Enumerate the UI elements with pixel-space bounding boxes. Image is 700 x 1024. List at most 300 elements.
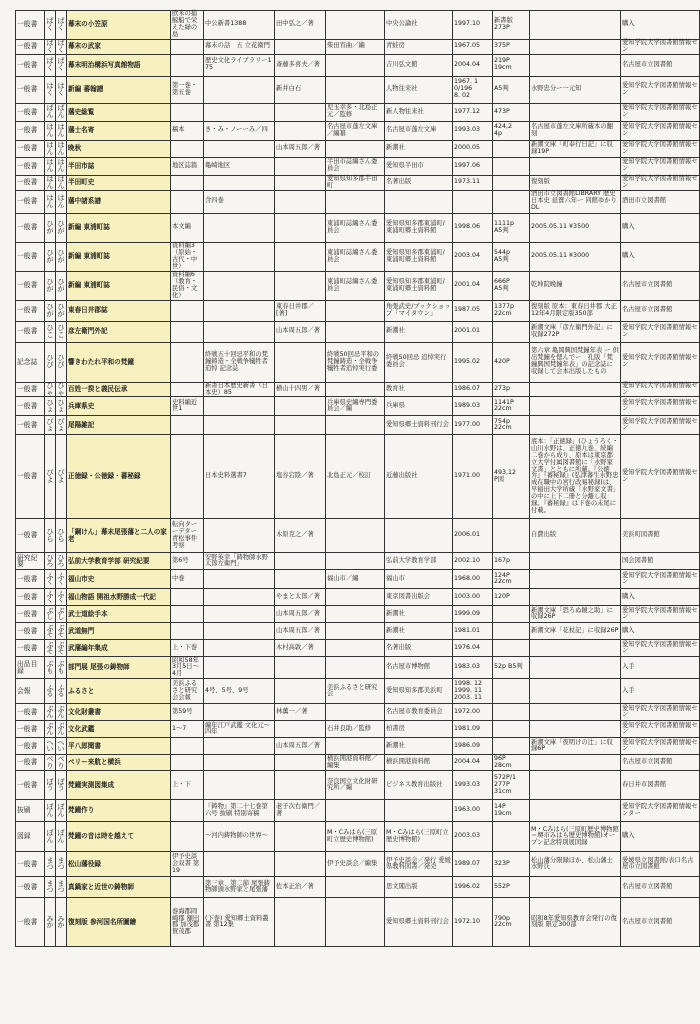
- series-cell: [204, 519, 275, 553]
- pages-cell: 473P: [493, 103, 530, 121]
- category-cell: 研究紀要: [16, 553, 45, 570]
- reading2-cell: ひこ: [56, 321, 67, 342]
- pages-cell: [493, 519, 530, 553]
- year-cell: 1977.00: [453, 416, 493, 435]
- author-cell: [275, 397, 326, 416]
- publisher-cell: ビジネス教育出版社: [385, 771, 453, 800]
- editor-cell: [326, 640, 385, 657]
- editor-cell: 東浦町誌編さん委員会: [326, 213, 385, 242]
- series-cell: [204, 738, 275, 755]
- title-cell: 梵鐘の音は時を越えて: [67, 822, 171, 852]
- publisher-cell: 人物往来社: [385, 76, 453, 103]
- title-cell: ペリー来航と横浜: [67, 755, 171, 771]
- year-cell: 1993.03: [453, 771, 493, 800]
- publisher-cell: 名古屋市教育委員会: [385, 704, 453, 721]
- note-cell: [530, 382, 621, 397]
- reading2-cell: ばく: [56, 54, 67, 76]
- category-cell: 一般書: [16, 435, 45, 519]
- title-cell: 武士道絵手本: [67, 606, 171, 623]
- pages-cell: 544p A5判: [493, 242, 530, 271]
- category-cell: 一般書: [16, 898, 45, 947]
- author-cell: 老子次右衛門／著: [275, 800, 326, 822]
- reading1-cell: ふく: [46, 589, 54, 605]
- note-cell: 乾坤院晩鐘: [530, 271, 621, 300]
- table-row: [16, 852, 700, 877]
- reading2-cell: はん: [56, 190, 67, 213]
- holder-cell: 愛知学院大学図書館情報セン: [621, 435, 700, 519]
- publisher-cell: 新人物往来社: [385, 103, 453, 121]
- publisher-cell: 思文閣出版: [385, 877, 453, 898]
- year-cell: 1997.10: [453, 11, 493, 40]
- series-cell: 含四巻: [204, 190, 275, 213]
- series-cell: [204, 271, 275, 300]
- publisher-cell: 愛知県知多郡東浦町/東浦町郷土資料館: [385, 242, 453, 271]
- title-cell: 武道無門: [67, 623, 171, 640]
- editor-cell: 伊予史談会／編集: [326, 852, 385, 877]
- author-cell: 新井白石: [275, 76, 326, 103]
- title-cell: 百姓一揆と義民伝承: [67, 382, 171, 397]
- editor-cell: [326, 54, 385, 76]
- pages-cell: 552P: [493, 877, 530, 898]
- editor-cell: [326, 657, 385, 679]
- note-cell: [530, 704, 621, 721]
- reading1-cell: ぶん: [46, 704, 54, 720]
- reading1-cell: はく: [45, 76, 56, 103]
- title-cell: 新編 東浦町誌: [67, 213, 171, 242]
- reading1-cell: ひび: [45, 342, 56, 382]
- pages-cell: 1111p A5判: [493, 213, 530, 242]
- author-cell: 佐本正治／著: [275, 877, 326, 898]
- table-row: [16, 190, 700, 213]
- volume-cell: 昭和58年3月5日〜4月: [171, 657, 204, 679]
- reading1-cell: ぶそ: [46, 623, 54, 639]
- pages-cell: 754p 22cm: [493, 416, 530, 435]
- reading2-cell: ばく: [56, 11, 67, 40]
- volume-cell: [171, 190, 204, 213]
- series-cell: 日本史料選書7: [204, 435, 275, 519]
- series-cell: [204, 852, 275, 877]
- category-cell: 一般書: [16, 11, 45, 40]
- reading1-cell: ひが: [45, 271, 56, 300]
- author-cell: [275, 898, 326, 947]
- category-cell: 会報: [16, 679, 45, 704]
- publisher-cell: 兵庫県: [385, 397, 453, 416]
- year-cell: 1972.00: [453, 704, 493, 721]
- author-cell: 横山十四男／著: [275, 382, 326, 397]
- volume-cell: 地区誌篇: [171, 157, 204, 175]
- year-cell: 1999.09: [453, 606, 493, 623]
- category-cell: 一般書: [16, 771, 45, 800]
- editor-cell: 石井良助／監修: [326, 721, 385, 738]
- publisher-cell: 愛知県半田市: [385, 157, 453, 175]
- year-cell: 1996.02: [453, 877, 493, 898]
- reading1-cell: ぶし: [46, 606, 54, 622]
- reading2-cell: ぶそ: [57, 623, 65, 639]
- year-cell: 2001.01: [453, 321, 493, 342]
- volume-cell: [171, 103, 204, 121]
- pages-cell: 14P 19cm: [493, 800, 530, 822]
- title-cell: 新編 東浦町誌: [67, 271, 171, 300]
- title-cell: 尾陽雑記: [67, 416, 171, 435]
- author-cell: [275, 157, 326, 175]
- editor-cell: 東浦町誌編さん委員会: [326, 271, 385, 300]
- note-cell: 2005.05.11 ¥3500: [530, 213, 621, 242]
- author-cell: 木村高敦／著: [275, 640, 326, 657]
- note-cell: 水野忠分ー一元知: [530, 76, 621, 103]
- pages-cell: [493, 190, 530, 213]
- volume-cell: [171, 755, 204, 771]
- volume-cell: 資料編3（原始・古代・中世）: [171, 242, 204, 271]
- table-row: [16, 397, 700, 416]
- title-cell: 真鍋家と近世の鋳物師: [67, 877, 171, 898]
- reading1-cell: ぼん: [45, 800, 56, 822]
- editor-cell: [326, 321, 385, 342]
- holder-cell: 愛知学院大学図書館情報セン: [621, 321, 700, 342]
- reading2-cell: ぼう: [56, 771, 67, 800]
- note-cell: 新潮文庫「花杖記」に収録26P: [530, 623, 621, 640]
- note-cell: 底本：「正徳録」(ひょうろく・山川水野は、正徳九巻、続編二巻から成り、原本は東京都立大学付属図書館に「水野家文書」とともに所蔵。『公徳弁』『蕃秘録』(弘津蕃生水野忠成在職中の宮行改易秘録)は、早稲田大学所蔵「水野家文書」の中に上下二冊と分離し収録。『蕃秘録』は下巻の末尾に付載。: [530, 435, 621, 519]
- title-cell: 福山物語 開祖水野勝成一代記: [67, 589, 171, 606]
- note-cell: [530, 800, 621, 822]
- reading2-cell: はん: [56, 121, 67, 140]
- publisher-cell: 終戦50回忌 追悼実行委員会: [385, 342, 453, 382]
- volume-cell: 資料編6（教育・民俗・文化）: [171, 271, 204, 300]
- category-cell: 一般書: [16, 570, 45, 589]
- series-cell: [204, 213, 275, 242]
- note-cell: 新潮文庫「夜明けの辻」に収録6P: [530, 738, 621, 755]
- series-cell: [204, 755, 275, 771]
- pages-cell: 1377p 22cm: [493, 300, 530, 321]
- category-cell: 一般書: [16, 721, 45, 738]
- author-cell: [275, 657, 326, 679]
- category-cell: 一般書: [16, 271, 45, 300]
- publisher-cell: 愛知県知多郡東浦町/東浦町郷土資料館: [385, 271, 453, 300]
- title-cell: 松山藩役録: [67, 852, 171, 877]
- holder-cell: 名古屋市立図書館: [621, 300, 700, 321]
- volume-cell: [171, 416, 204, 435]
- editor-cell: [326, 704, 385, 721]
- reading2-cell: ひゃ: [57, 381, 65, 397]
- title-cell: 正徳録・公徳録・蕃秘録: [67, 435, 171, 519]
- publisher-cell: 教育社: [385, 382, 453, 397]
- table-row: [16, 76, 700, 103]
- volume-cell: 中巻: [171, 570, 204, 589]
- reading1-cell: まつ: [45, 852, 56, 877]
- author-cell: [275, 103, 326, 121]
- reading1-cell: ひゃ: [46, 381, 54, 397]
- title-cell: 藩士名寄: [67, 121, 171, 140]
- volume-cell: 本文編: [171, 213, 204, 242]
- year-cell: 2003.04: [453, 242, 493, 271]
- volume-cell: [171, 435, 204, 519]
- holder-cell: 愛知学院大学図書館情報セン: [622, 38, 698, 53]
- year-cell: 1973.11: [453, 175, 493, 190]
- volume-cell: [171, 382, 204, 397]
- pages-cell: [493, 822, 530, 852]
- note-cell: 復刻版 原本：東春日井郡 大正12年4月限定版350部: [530, 300, 621, 321]
- pages-cell: 96P 28cm: [493, 755, 530, 771]
- title-cell: 半田市誌: [67, 157, 171, 175]
- volume-cell: 美浜ふるさと研究会会報: [171, 679, 204, 704]
- note-cell: 第六章 亀岡興国梵鐘年表 ー 供出梵鐘を偲んでー 孔版「梵鐘興国梵鐘年表」の記念誌に収録して会本出版したもの: [530, 342, 621, 382]
- pages-cell: [493, 606, 530, 623]
- reading2-cell: へい: [57, 738, 65, 754]
- reading1-cell: はん: [46, 174, 54, 190]
- holder-cell: 愛知学院大学図書館情報セン: [621, 738, 700, 755]
- pages-cell: 167p: [493, 553, 530, 570]
- title-cell: 文化財叢書: [67, 704, 171, 721]
- table-row: [16, 822, 700, 852]
- publisher-cell: 新潮社: [385, 623, 453, 640]
- table-row: [16, 271, 700, 300]
- series-cell: [204, 321, 275, 342]
- publisher-cell: 愛知県郷土資料刊行会: [385, 898, 453, 947]
- table-row: [16, 242, 700, 271]
- category-cell: 一般書: [16, 300, 45, 321]
- series-cell: [204, 570, 275, 589]
- title-cell: 福山市史: [67, 570, 171, 589]
- holder-cell: 愛知学院大学図書館情報セン: [621, 570, 700, 589]
- holder-cell: 愛知学院大学図書館情報セン: [621, 76, 700, 103]
- reading1-cell: びょ: [45, 416, 56, 435]
- author-cell: [275, 175, 326, 190]
- note-cell: [530, 570, 621, 589]
- author-cell: 田中弘之／著: [275, 11, 326, 40]
- editor-cell: 兵庫県史編専門委員会／編: [326, 397, 385, 416]
- title-cell: 彦左衛門外記: [67, 321, 171, 342]
- author-cell: 木原克之／著: [275, 519, 326, 553]
- series-cell: き・み・ノーーみ／四: [204, 121, 275, 140]
- editor-cell: [326, 800, 385, 822]
- category-cell: 一般書: [16, 606, 45, 623]
- table-row: [16, 321, 700, 342]
- note-cell: [530, 657, 621, 679]
- table-row: [16, 755, 700, 771]
- volume-cell: 1〜7: [171, 721, 204, 738]
- catalog-sheet: [15, 10, 698, 947]
- reading2-cell: ふく: [57, 589, 65, 605]
- volume-cell: [171, 140, 204, 157]
- volume-cell: 伊予史談会双書 第19: [171, 852, 204, 877]
- reading1-cell: ひが: [45, 242, 56, 271]
- series-cell: [204, 175, 275, 190]
- editor-cell: 児玉幸多・北島正元／監修: [326, 103, 385, 121]
- publisher-cell: 東京図書出版会: [385, 589, 453, 606]
- table-row: [16, 103, 700, 121]
- table-row: [16, 606, 700, 623]
- author-cell: 斎藤多喜夫／著: [275, 54, 326, 76]
- year-cell: 1993.03: [453, 121, 493, 140]
- author-cell: [275, 822, 326, 852]
- pages-cell: 790p 22cm: [493, 898, 530, 947]
- reading1-cell: ばく: [46, 38, 54, 54]
- pages-cell: 1141P 22cm: [493, 397, 530, 416]
- editor-cell: [326, 416, 385, 435]
- volume-cell: [171, 800, 204, 822]
- author-cell: [275, 242, 326, 271]
- note-cell: 2005.05.11 ¥3000: [530, 242, 621, 271]
- holder-cell: 愛知学院大学図書館情報セン: [622, 381, 698, 396]
- pages-cell: 323P: [493, 852, 530, 877]
- pages-cell: [493, 140, 530, 157]
- year-cell: 2004.04: [453, 755, 493, 771]
- pages-cell: [493, 321, 530, 342]
- note-cell: 復刻版: [530, 175, 621, 190]
- reading2-cell: はん: [57, 158, 65, 174]
- publisher-cell: [385, 800, 453, 822]
- volume-cell: [171, 606, 204, 623]
- reading1-cell: ぶん: [46, 721, 54, 737]
- category-cell: 一般書: [16, 242, 45, 271]
- reading2-cell: びよ: [56, 435, 67, 519]
- editor-cell: 横浜開港資料館／編集: [326, 755, 385, 771]
- year-cell: 2006.01: [453, 519, 493, 553]
- title-cell: 藩中諸系譜: [67, 190, 171, 213]
- series-cell: [204, 397, 275, 416]
- holder-cell: 名古屋市立図書館: [621, 271, 700, 300]
- editor-cell: 奈良国立文化財研究所／編: [326, 771, 385, 800]
- holder-cell: 名古屋市立図書館: [621, 898, 700, 947]
- pages-cell: A5判: [493, 76, 530, 103]
- author-cell: 山本周五郎／著: [275, 321, 326, 342]
- reading2-cell: はん: [57, 174, 65, 190]
- author-cell: 東春日井郡／[著]: [275, 300, 326, 321]
- publisher-cell: 近藤出版社: [385, 435, 453, 519]
- holder-cell: 愛知学院大学図書館情報セン: [621, 397, 700, 416]
- pages-cell: 新書版 273P: [493, 11, 530, 40]
- table-row: [16, 121, 700, 140]
- note-cell: 酒田市立図書館LIBRARY 歴史日本史 延寶六年ー 同館ゆかりDL: [530, 190, 621, 213]
- reading1-cell: ひが: [45, 213, 56, 242]
- year-cell: 1967.05: [453, 39, 493, 54]
- category-cell: 一般書: [16, 852, 45, 877]
- year-cell: 1986.09: [453, 738, 493, 755]
- table-row: [16, 175, 700, 190]
- note-cell: 新潮文庫「町奉行日記」に収録19P: [530, 140, 621, 157]
- reading1-cell: ふく: [45, 570, 56, 589]
- note-cell: M・Cみはら(三原町歴史博物館＝堺市みはら歴史博物館)オープン記念特別展図録: [530, 822, 621, 852]
- editor-cell: [326, 190, 385, 213]
- holder-cell: 愛知学院大学図書館情報セン: [621, 606, 700, 623]
- title-cell: 幕末の小笠原: [67, 11, 171, 40]
- reading1-cell: みか: [45, 898, 56, 947]
- volume-cell: 上・下: [171, 771, 204, 800]
- pages-cell: [493, 704, 530, 721]
- pages-cell: [493, 623, 530, 640]
- reading1-cell: まつ: [45, 877, 56, 898]
- year-cell: 1971.00: [453, 435, 493, 519]
- title-cell: 幕末の武家: [67, 39, 171, 54]
- table-row: [16, 738, 700, 755]
- publisher-cell: [385, 519, 453, 553]
- year-cell: 2000.05: [453, 140, 493, 157]
- year-cell: 1972.10: [453, 898, 493, 947]
- editor-cell: 柴田宵曲／編: [326, 39, 385, 54]
- category-cell: 抜刷: [16, 800, 45, 822]
- series-cell: 安野英幸「鋳物師水野太郎左衛門」: [204, 553, 275, 570]
- publisher-cell: 新潮社: [385, 606, 453, 623]
- volume-cell: 史料編近世1: [171, 397, 204, 416]
- table-row: [16, 589, 700, 606]
- holder-cell: 愛媛県立図書館/表口名古屋市立図書館: [621, 852, 700, 877]
- volume-cell: [171, 175, 204, 190]
- editor-cell: [326, 623, 385, 640]
- holder-cell: 購入: [621, 213, 700, 242]
- category-cell: 一般書: [16, 76, 45, 103]
- pages-cell: 424,2 4p: [493, 121, 530, 140]
- publisher-cell: 名著出版: [385, 175, 453, 190]
- volume-cell: 第6号: [171, 553, 204, 570]
- holder-cell: 愛知学院大学図書館情報セン: [621, 640, 700, 657]
- reading2-cell: ふる: [56, 679, 67, 704]
- note-cell: [530, 679, 621, 704]
- note-cell: [530, 877, 621, 898]
- year-cell: 1998. 12 1999. 11 2003. 11: [453, 679, 493, 704]
- publisher-cell: 中央公論社: [385, 11, 453, 40]
- series-cell: 終戦五十回忌平和の梵鐘鋳造・全戦争犠牲者追悼 記念誌: [204, 342, 275, 382]
- editor-cell: [326, 76, 385, 103]
- pages-cell: 420P: [493, 342, 530, 382]
- reading1-cell: へい: [46, 738, 54, 754]
- holder-cell: 愛知学院大学図書館情報セン: [621, 140, 700, 157]
- author-cell: [275, 679, 326, 704]
- publisher-cell: 愛知県知多郡東浦町/東浦町郷土資料館: [385, 213, 453, 242]
- year-cell: 2001.04: [453, 271, 493, 300]
- reading2-cell: はん: [57, 140, 65, 156]
- reading2-cell: ひが: [56, 213, 67, 242]
- reading1-cell: ぼう: [45, 771, 56, 800]
- year-cell: 1967. 1 0/196 8. 02: [453, 76, 493, 103]
- table-row: [16, 898, 700, 947]
- year-cell: 1986.07: [453, 382, 493, 397]
- volume-cell: [171, 39, 204, 54]
- category-cell: 一般書: [16, 704, 45, 721]
- table-row: [16, 54, 700, 76]
- pages-cell: [493, 640, 530, 657]
- category-cell: 図録: [16, 822, 45, 852]
- reading1-cell: ひょ: [45, 397, 56, 416]
- reading1-cell: はん: [46, 140, 54, 156]
- reading1-cell: はん: [46, 158, 54, 174]
- volume-cell: [171, 822, 204, 852]
- category-cell: 一般書: [16, 755, 45, 771]
- reading1-cell: ばく: [45, 11, 56, 40]
- publisher-cell: 新潮社: [385, 321, 453, 342]
- table-row: [16, 553, 700, 570]
- note-cell: [530, 39, 621, 54]
- note-cell: 新潮文庫「彦左衛門外記」に収録272P: [530, 321, 621, 342]
- reading2-cell: ばん: [57, 104, 65, 120]
- series-cell: [204, 140, 275, 157]
- author-cell: [275, 721, 326, 738]
- editor-cell: [326, 519, 385, 553]
- note-cell: [530, 103, 621, 121]
- editor-cell: 半田市誌編さん委員会: [326, 157, 385, 175]
- publisher-cell: 青蛙房: [385, 39, 453, 54]
- holder-cell: 愛知学院大学図書館情報セン: [621, 121, 700, 140]
- note-cell: [530, 416, 621, 435]
- reading2-cell: まつ: [56, 877, 67, 898]
- publisher-cell: 新潮社: [385, 140, 453, 157]
- table-row: [16, 300, 700, 321]
- category-cell: 記念誌: [16, 342, 45, 382]
- holder-cell: 美浜町図書館: [621, 519, 700, 553]
- year-cell: 2004.04: [453, 54, 493, 76]
- note-cell: [530, 755, 621, 771]
- table-row: [16, 800, 700, 822]
- editor-cell: [326, 382, 385, 397]
- reading2-cell: みか: [56, 898, 67, 947]
